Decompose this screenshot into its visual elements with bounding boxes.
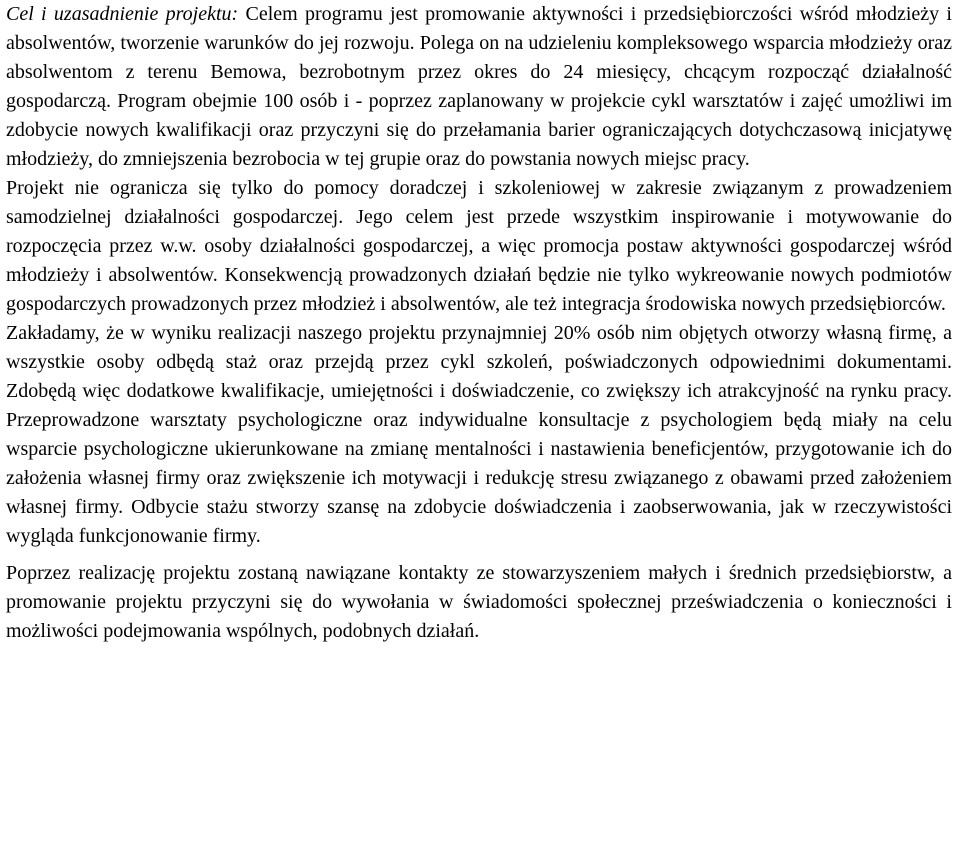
paragraph-outcomes: Zakładamy, że w wyniku realizacji naszego projektu przynajmniej 20% osób nim objętych otworzy własną firmę, a wszystkie osoby odbędą staż oraz przejdą przez cykl szkoleń, poświadczonych odpowiednimi dokumentami. Zdobędą więc dodatkowe kwalifikacje, umiejętności i doświadczenie, co zwiększy ich atrakcyjność na rynku pracy. Przeprowadzone warsztaty psychologiczne oraz indywidualne konsultacje z psychologiem będą miały na celu wsparcie psychologiczne ukierunkowane na zmianę mentalności i nastawienia beneficjentów, przygotowanie ich do założenia własnej firmy oraz zwiększenie ich motywacji i redukcję stresu związanego z obawami przed założeniem własnej firmy. Odbycie stażu stworzy szansę na zdobycie doświadczenia i zaobserwowania, jak w rzeczywistości wygląda funkcjonowanie firmy.	[6, 322, 952, 547]
paragraph-scope: Projekt nie ogranicza się tylko do pomocy doradczej i szkoleniowej w zakresie związanym z prowadzeniem samodzielnej działalności gospodarczej. Jego celem jest przede wszystkim inspirowanie i motywowanie do rozpoczęcia przez w.w. osoby działalności gospodarczej, a więc promocja postaw aktywności gospodarczej wśród młodzieży i absolwentów. Konsekwencją prowadzonych działań będzie nie tylko wykreowanie nowych podmiotów gospodarczych prowadzonych przez młodzież i absolwentów, ale też integracja środowiska nowych przedsiębiorców.	[6, 177, 952, 315]
paragraph-partnerships: Poprzez realizację projektu zostaną nawiązane kontakty ze stowarzyszeniem małych i średnich przedsiębiorstw, a promowanie projektu przyczyni się do wywołania w świadomości społecznej przeświadczenia o konieczności i możliwości podejmowania wspólnych, podobnych działań.	[6, 562, 952, 642]
intro-label: Cel i uzasadnienie projektu:	[6, 3, 239, 25]
paragraph-goal-text: Celem programu jest promowanie aktywności i przedsiębiorczości wśród młodzieży i absolwentów, tworzenie warunków do jej rozwoju. Polega on na udzieleniu kompleksowego wsparcia młodzieży oraz absolwentom z terenu Bemowa, bezrobotnym przez okres do 24 miesięcy, chcącym rozpocząć działalność gospodarczą. Program obejmie 100 osób i - poprzez zaplanowany w projekcie cykl warsztatów i zajęć umożliwi im zdobycie nowych kwalifikacji oraz przyczyni się do przełamania barier ograniczających dotychczasową inicjatywę młodzieży, do zmniejszenia bezrobocia w tej grupie oraz do powstania nowych miejsc pracy.	[6, 3, 952, 170]
paragraph-goal	[6, 0, 952, 174]
